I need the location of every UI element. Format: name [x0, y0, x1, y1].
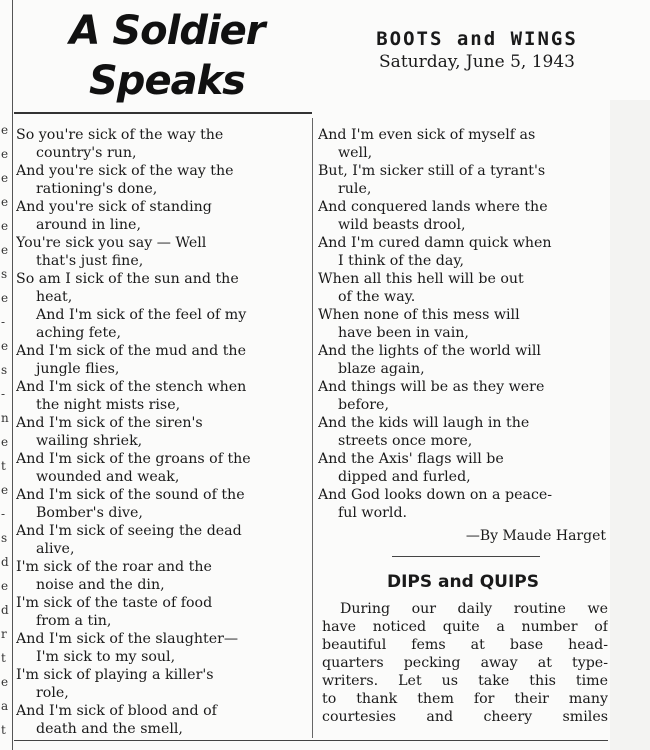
poem-line: And I'm cured damn quick when [318, 235, 552, 251]
poem-line: And I'm sick of blood and of [16, 703, 217, 719]
clipped-letter: e [1, 171, 9, 185]
clipped-letter: s [1, 531, 8, 545]
clipped-letter: e [1, 483, 9, 497]
clipped-letter: e [1, 219, 9, 233]
masthead [318, 28, 636, 72]
publication-date: Saturday, June 5, 1943 [379, 52, 575, 72]
poem-line: And you're sick of the way the [16, 163, 234, 179]
poem-line: And I'm sick of the stench when [16, 379, 247, 395]
clipped-letter: r [1, 627, 7, 641]
poem-line: And the Axis' flags will be [318, 451, 504, 467]
poem-line: You're sick you say — Well [16, 235, 207, 251]
poem-line: well, [338, 145, 373, 161]
clipped-letter: e [1, 243, 9, 257]
poem-line: streets once more, [338, 433, 473, 449]
title-rule [14, 112, 312, 114]
poem-line: role, [36, 685, 69, 701]
poem-line: And I'm sick of the siren's [16, 415, 203, 431]
poem-line: And the lights of the world will [318, 343, 541, 359]
poem-line: wounded and weak, [36, 469, 180, 485]
poem-line: And I'm sick of the groans of the [16, 451, 251, 467]
dips-line: writers. Let us take this time [322, 673, 608, 689]
clipped-letter: - [1, 507, 6, 521]
clipped-letter: e [1, 579, 9, 593]
clipped-margin-column [0, 118, 11, 750]
clipped-letter: e [1, 195, 9, 209]
poem-left-column [16, 126, 310, 738]
poem-title-line-2: Speaks [89, 58, 245, 104]
column-divider [312, 118, 313, 738]
poem-line: So you're sick of the way the [16, 127, 224, 143]
dips-line: quarters pecking away at type- [322, 655, 608, 671]
clipped-letter: n [1, 411, 9, 425]
poem-line: have been in vain, [338, 325, 469, 341]
page-edge-strip [610, 100, 650, 750]
clipped-letter: e [1, 435, 9, 449]
poem-line: around in line, [36, 217, 141, 233]
clipped-letter: e [1, 123, 9, 137]
poem-line: blaze again, [338, 361, 425, 377]
poem-right-column [318, 126, 608, 522]
poem-line: that's just fine, [36, 253, 144, 269]
clipped-letter: a [1, 699, 9, 713]
poem-line: So am I sick of the sun and the [16, 271, 239, 287]
clipped-letter: d [1, 603, 9, 617]
poem-line: the night mists rise, [36, 397, 181, 413]
publication-name: BOOTS and WINGS [376, 28, 578, 50]
left-column-rule [12, 0, 13, 750]
clipped-letter: - [1, 387, 6, 401]
poem-line: aching fete, [36, 325, 122, 341]
poem-line: But, I'm sicker still of a tyrant's [318, 163, 546, 179]
poem-line: from a tin, [36, 613, 112, 629]
poem-line: And I'm sick of seeing the dead [16, 523, 242, 539]
poem-line: wailing shriek, [36, 433, 143, 449]
clipped-letter: e [1, 675, 9, 689]
clipped-letter: e [1, 339, 9, 353]
poem-line: dipped and furled, [338, 469, 471, 485]
poem-line: And God looks down on a peace- [318, 487, 553, 503]
bottom-rule [14, 740, 608, 741]
poem-line: And conquered lands where the [318, 199, 548, 215]
poem-line: death and the smell, [36, 721, 183, 737]
poem-line: rationing's done, [36, 181, 158, 197]
poem-line: alive, [36, 541, 75, 557]
dips-body [322, 600, 608, 726]
poem-line: And I'm sick of the sound of the [16, 487, 245, 503]
poem-line: heat, [36, 289, 73, 305]
poem-line: ful world. [338, 505, 408, 521]
poem-line: Bomber's dive, [36, 505, 143, 521]
poem-line: And I'm even sick of myself as [318, 127, 536, 143]
dips-line: beautiful fems at base head- [322, 637, 608, 653]
dips-line: During our daily routine we [340, 601, 608, 617]
poem-line: I'm sick to my soul, [36, 649, 176, 665]
poem-title [22, 6, 312, 106]
poem-line: I'm sick of playing a killer's [16, 667, 214, 683]
clipped-letter: t [1, 723, 6, 737]
poem-byline: —By Maude Harget [465, 528, 606, 544]
poem-line: And you're sick of standing [16, 199, 212, 215]
clipped-letter: e [1, 291, 9, 305]
poem-title-line-1: A Soldier [69, 8, 265, 54]
section-rule [392, 556, 540, 557]
poem-line: country's run, [36, 145, 137, 161]
clipped-letter: d [1, 555, 9, 569]
poem-line: jungle flies, [36, 361, 120, 377]
clipped-letter: t [1, 651, 6, 665]
dips-line: to thank them for their many [322, 691, 608, 707]
poem-line: of the way. [338, 289, 416, 305]
dips-heading: DIPS and QUIPS [386, 572, 539, 592]
poem-line: before, [338, 397, 389, 413]
poem-line: I think of the day, [338, 253, 464, 269]
poem-line: When none of this mess will [318, 307, 520, 323]
poem-line: noise and the din, [36, 577, 165, 593]
poem-line: rule, [338, 181, 372, 197]
clipped-letter: s [1, 267, 8, 281]
poem-line: And I'm sick of the mud and the [16, 343, 246, 359]
poem-line: And the kids will laugh in the [318, 415, 530, 431]
poem-line: And I'm sick of the feel of my [36, 307, 247, 323]
poem-line: I'm sick of the roar and the [16, 559, 212, 575]
dips-line: courtesies and cheery smiles [322, 709, 608, 725]
clipped-letter: - [1, 315, 6, 329]
poem-line: And I'm sick of the slaughter— [16, 631, 239, 647]
poem-line: wild beasts drool, [338, 217, 466, 233]
clipped-letter: t [1, 459, 6, 473]
clipped-letter: e [1, 147, 9, 161]
poem-line: I'm sick of the taste of food [16, 595, 213, 611]
clipped-letter: s [1, 363, 8, 377]
dips-line: have noticed quite a number of [322, 619, 608, 635]
poem-line: And things will be as they were [318, 379, 545, 395]
poem-line: When all this hell will be out [318, 271, 524, 287]
